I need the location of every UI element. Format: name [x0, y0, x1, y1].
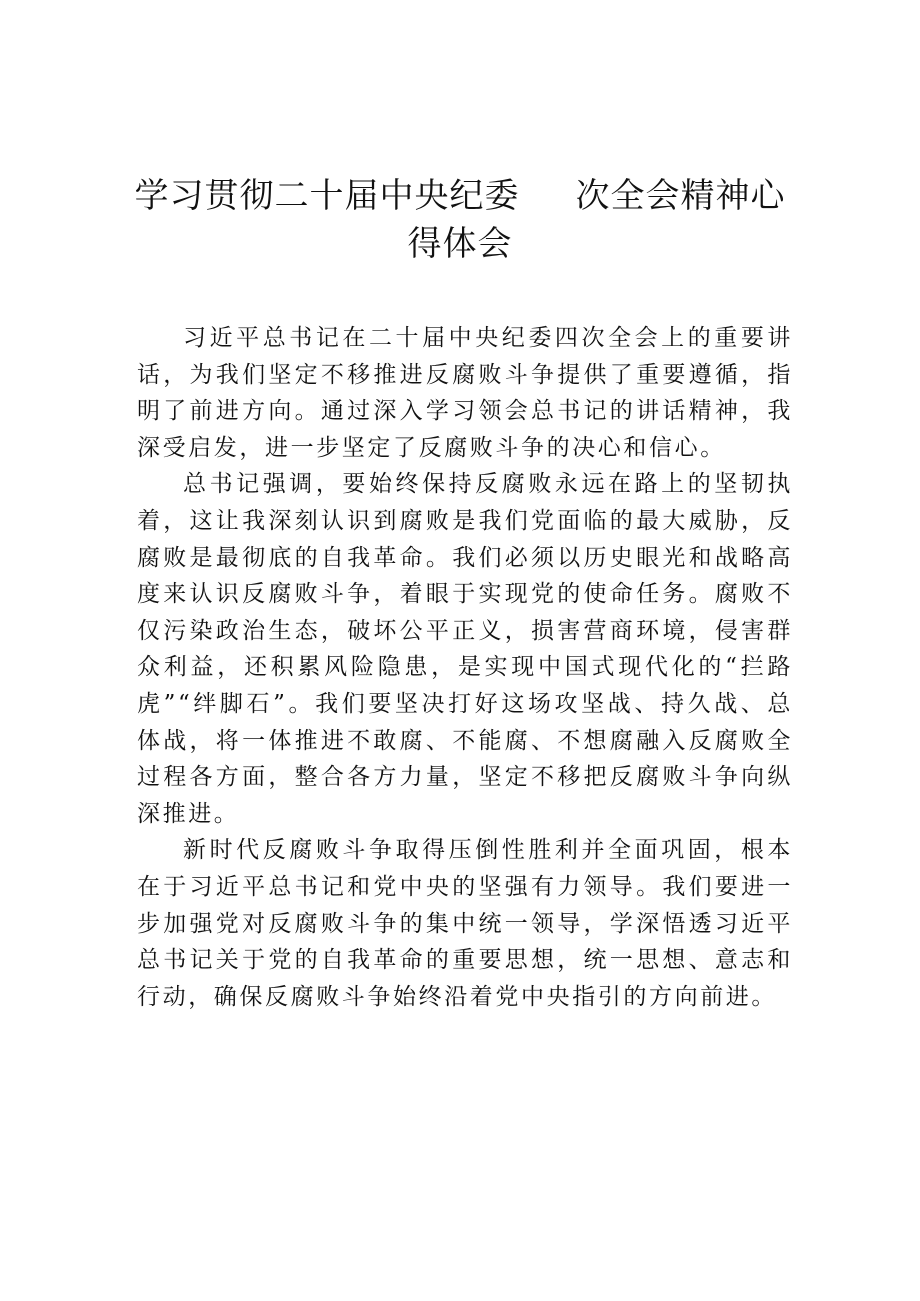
title-line-2: 得体会 — [407, 224, 513, 264]
document-title — [0, 172, 920, 268]
title-line-1 — [0, 172, 920, 220]
paragraph-2: 总书记强调，要始终保持反腐败永远在路上的坚韧执着，这让我深刻认识到腐败是我们党面临的最大威胁，反腐败是最彻底的自我革命。我们必须以历史眼光和战略高度来认识反腐败斗争，着眼于实现党的使命任务。腐败不仅污染政治生态，破坏公平正义，损害营商环境，侵害群众利益，还积累风险隐患，是实现中国式现代化的“拦路虎”“绊脚石”。我们要坚决打好这场攻坚战、持久战、总体战，将一体推进不敢腐、不能腐、不想腐融入反腐败全过程各方面，整合各方力量，坚定不移把反腐败斗争向纵深推进。 — [137, 471, 793, 827]
title-line-1-part-1: 学习贯彻二十届中央纪委 — [134, 176, 520, 216]
title-line-1-part-2: 次全会精神心 — [575, 176, 786, 216]
document-body — [137, 320, 793, 1015]
paragraph-1: 习近平总书记在二十届中央纪委四次全会上的重要讲话，为我们坚定不移推进反腐败斗争提供了重要遵循，指明了前进方向。通过深入学习领会总书记的讲话精神，我深受启发，进一步坚定了反腐败斗争的决心和信心。 — [137, 325, 793, 461]
paragraph-3: 新时代反腐败斗争取得压倒性胜利并全面巩固，根本在于习近平总书记和党中央的坚强有力领导。我们要进一步加强党对反腐败斗争的集中统一领导，学深悟透习近平总书记关于党的自我革命的重要思想，统一思想、意志和行动，确保反腐败斗争始终沿着党中央指引的方向前进。 — [137, 837, 793, 1010]
